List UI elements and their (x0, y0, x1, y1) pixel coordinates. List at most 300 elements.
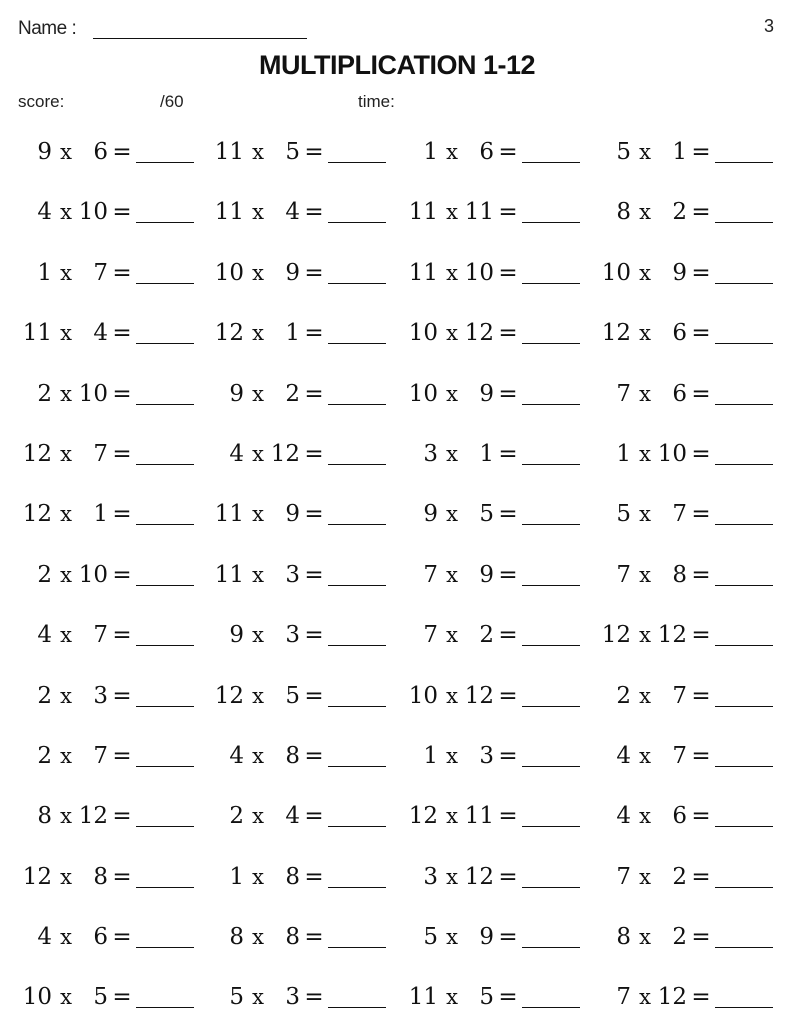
multiplicand: 9 (37, 139, 52, 165)
answer-blank[interactable] (136, 222, 194, 223)
multiplicand: 12 (601, 622, 631, 649)
multiply-sign: x (639, 260, 651, 285)
equals-sign: = (112, 863, 132, 890)
multiplier: 9 (672, 259, 687, 286)
multiplicand: 11 (214, 199, 244, 226)
multiplier: 1 (93, 501, 108, 528)
answer-blank[interactable] (715, 1007, 773, 1008)
multiplicand: 11 (214, 139, 244, 165)
equals-sign: = (498, 320, 518, 347)
answer-blank[interactable] (522, 706, 580, 707)
multiply-sign: x (252, 381, 264, 406)
multiplier: 2 (479, 622, 494, 649)
answer-blank[interactable] (715, 343, 773, 344)
answer-blank[interactable] (136, 283, 194, 284)
name-input-line[interactable] (93, 38, 307, 39)
multiplicand: 10 (214, 259, 244, 286)
multiplier: 3 (285, 561, 300, 588)
multiplier: 3 (285, 984, 300, 1011)
multiply-sign: x (60, 381, 72, 406)
answer-blank[interactable] (522, 887, 580, 888)
multiplier: 8 (285, 742, 300, 769)
multiplier: 2 (672, 924, 687, 951)
multiplicand: 9 (423, 501, 438, 528)
multiply-sign: x (252, 562, 264, 587)
score-label: score: (18, 92, 65, 111)
multiply-sign: x (639, 985, 651, 1010)
multiplicand: 8 (229, 924, 244, 951)
answer-blank[interactable] (522, 524, 580, 525)
multiplicand: 2 (37, 742, 52, 769)
multiplicand: 10 (22, 984, 52, 1011)
multiplicand: 9 (229, 622, 244, 649)
page-title: MULTIPLICATION 1-12 (258, 50, 535, 80)
multiply-sign: x (446, 562, 458, 587)
multiply-sign: x (446, 140, 458, 164)
answer-blank[interactable] (328, 404, 386, 405)
equals-sign: = (112, 199, 132, 226)
answer-blank[interactable] (136, 645, 194, 646)
multiply-sign: x (252, 864, 264, 889)
multiplicand: 4 (37, 924, 52, 951)
multiply-sign: x (60, 623, 72, 648)
problem-grid (0, 122, 794, 1028)
problem-row (0, 847, 794, 907)
equals-sign: = (691, 984, 711, 1011)
multiplicand: 2 (37, 380, 52, 407)
multiply-sign: x (639, 743, 651, 768)
equals-sign: = (304, 380, 324, 407)
equals-sign: = (498, 561, 518, 588)
multiply-sign: x (60, 260, 72, 285)
multiplier: 7 (93, 440, 108, 467)
multiplicand: 11 (408, 199, 438, 226)
multiplier: 10 (464, 259, 494, 286)
multiplier: 10 (78, 561, 108, 588)
multiply-sign: x (446, 260, 458, 285)
equals-sign: = (498, 924, 518, 951)
equals-sign: = (304, 924, 324, 951)
equals-sign: = (304, 984, 324, 1011)
multiplier: 7 (672, 501, 687, 528)
answer-blank[interactable] (328, 464, 386, 465)
multiply-sign: x (60, 140, 72, 164)
multiply-sign: x (252, 804, 264, 829)
answer-blank[interactable] (328, 706, 386, 707)
answer-blank[interactable] (715, 404, 773, 405)
multiply-sign: x (639, 441, 651, 466)
multiplier: 2 (672, 199, 687, 226)
answer-blank[interactable] (522, 222, 580, 223)
problem-row (0, 967, 794, 1027)
multiplicand: 10 (408, 682, 438, 709)
equals-sign: = (691, 622, 711, 649)
multiplier: 3 (285, 622, 300, 649)
multiplier: 9 (479, 380, 494, 407)
equals-sign: = (112, 924, 132, 951)
answer-blank[interactable] (715, 524, 773, 525)
multiplicand: 3 (423, 863, 438, 890)
equals-sign: = (691, 863, 711, 890)
equals-sign: = (112, 380, 132, 407)
multiplier: 10 (78, 380, 108, 407)
answer-blank[interactable] (136, 1007, 194, 1008)
equals-sign: = (304, 259, 324, 286)
answer-blank[interactable] (136, 524, 194, 525)
problem-row (0, 182, 794, 242)
equals-sign: = (304, 863, 324, 890)
equals-sign: = (691, 561, 711, 588)
equals-sign: = (498, 501, 518, 528)
multiplier: 7 (93, 259, 108, 286)
multiplicand: 5 (423, 924, 438, 951)
multiplier: 10 (78, 199, 108, 226)
answer-blank[interactable] (522, 404, 580, 405)
equals-sign: = (304, 742, 324, 769)
answer-blank[interactable] (522, 464, 580, 465)
problem-row (0, 726, 794, 786)
multiply-sign: x (252, 260, 264, 285)
answer-blank[interactable] (522, 826, 580, 827)
problem-row (0, 484, 794, 544)
answer-blank[interactable] (715, 766, 773, 767)
multiplier: 10 (657, 440, 687, 467)
answer-blank[interactable] (136, 404, 194, 405)
multiplier: 3 (93, 682, 108, 709)
multiply-sign: x (252, 441, 264, 466)
answer-blank[interactable] (522, 343, 580, 344)
problem-row (0, 364, 794, 424)
answer-blank[interactable] (136, 162, 194, 163)
multiplier: 6 (93, 139, 108, 165)
multiply-sign: x (639, 623, 651, 648)
answer-blank[interactable] (715, 464, 773, 465)
multiplicand: 4 (37, 622, 52, 649)
equals-sign: = (691, 440, 711, 467)
equals-sign: = (112, 320, 132, 347)
problem-row (0, 243, 794, 303)
problem-row (0, 666, 794, 726)
multiplier: 9 (285, 259, 300, 286)
multiplicand: 7 (616, 380, 631, 407)
multiplier: 12 (657, 984, 687, 1011)
multiplier: 11 (464, 803, 494, 830)
multiply-sign: x (252, 925, 264, 950)
multiply-sign: x (446, 623, 458, 648)
multiply-sign: x (60, 502, 72, 527)
multiplicand: 1 (423, 742, 438, 769)
multiplier: 4 (285, 803, 300, 830)
multiplier: 4 (285, 199, 300, 226)
problem-row (0, 786, 794, 846)
multiply-sign: x (60, 925, 72, 950)
answer-blank[interactable] (136, 464, 194, 465)
answer-blank[interactable] (136, 826, 194, 827)
multiply-sign: x (252, 623, 264, 648)
equals-sign: = (498, 380, 518, 407)
answer-blank[interactable] (328, 645, 386, 646)
equals-sign: = (498, 139, 518, 165)
problem-row (0, 907, 794, 967)
multiplier: 5 (285, 139, 300, 165)
multiply-sign: x (446, 804, 458, 829)
multiplicand: 2 (37, 682, 52, 709)
answer-blank[interactable] (328, 585, 386, 586)
multiply-sign: x (252, 200, 264, 225)
multiply-sign: x (252, 140, 264, 164)
multiply-sign: x (60, 321, 72, 346)
multiply-sign: x (60, 743, 72, 768)
multiplicand: 8 (616, 199, 631, 226)
multiplicand: 12 (214, 682, 244, 709)
multiply-sign: x (639, 683, 651, 708)
answer-blank[interactable] (328, 947, 386, 948)
equals-sign: = (112, 501, 132, 528)
answer-blank[interactable] (522, 585, 580, 586)
answer-blank[interactable] (715, 826, 773, 827)
multiplier: 12 (464, 682, 494, 709)
multiplier: 12 (270, 440, 300, 467)
problem-row (0, 303, 794, 363)
answer-blank[interactable] (136, 706, 194, 707)
answer-blank[interactable] (715, 222, 773, 223)
multiply-sign: x (639, 502, 651, 527)
answer-blank[interactable] (328, 283, 386, 284)
multiplicand: 7 (423, 622, 438, 649)
problem-row (0, 122, 794, 182)
multiplier: 5 (479, 501, 494, 528)
multiplier: 9 (479, 924, 494, 951)
equals-sign: = (304, 501, 324, 528)
equals-sign: = (112, 682, 132, 709)
multiply-sign: x (639, 864, 651, 889)
multiplier: 9 (285, 501, 300, 528)
multiplicand: 5 (616, 501, 631, 528)
multiplicand: 10 (601, 259, 631, 286)
multiply-sign: x (446, 743, 458, 768)
multiplier: 7 (93, 622, 108, 649)
multiplicand: 4 (616, 742, 631, 769)
answer-blank[interactable] (522, 645, 580, 646)
answer-blank[interactable] (136, 585, 194, 586)
multiplier: 8 (285, 924, 300, 951)
equals-sign: = (112, 742, 132, 769)
equals-sign: = (498, 984, 518, 1011)
answer-blank[interactable] (715, 706, 773, 707)
multiply-sign: x (60, 683, 72, 708)
answer-blank[interactable] (328, 1007, 386, 1008)
equals-sign: = (498, 622, 518, 649)
multiplier: 3 (479, 742, 494, 769)
multiplicand: 12 (22, 440, 52, 467)
multiplier: 12 (657, 622, 687, 649)
equals-sign: = (691, 803, 711, 830)
equals-sign: = (304, 199, 324, 226)
equals-sign: = (691, 259, 711, 286)
multiplicand: 7 (616, 984, 631, 1011)
answer-blank[interactable] (522, 1007, 580, 1008)
multiplier: 7 (672, 682, 687, 709)
multiplicand: 11 (408, 259, 438, 286)
multiplicand: 11 (408, 984, 438, 1011)
multiplier: 1 (285, 320, 300, 347)
multiplier: 5 (479, 984, 494, 1011)
time-label: time: (358, 92, 395, 111)
answer-blank[interactable] (136, 343, 194, 344)
equals-sign: = (498, 199, 518, 226)
answer-blank[interactable] (715, 585, 773, 586)
multiply-sign: x (252, 683, 264, 708)
answer-blank[interactable] (328, 343, 386, 344)
equals-sign: = (112, 440, 132, 467)
multiply-sign: x (446, 925, 458, 950)
answer-blank[interactable] (715, 887, 773, 888)
multiply-sign: x (446, 441, 458, 466)
equals-sign: = (304, 803, 324, 830)
equals-sign: = (691, 199, 711, 226)
equals-sign: = (112, 984, 132, 1011)
answer-blank[interactable] (522, 947, 580, 948)
multiplier: 8 (672, 561, 687, 588)
multiplicand: 12 (22, 863, 52, 890)
multiplicand: 7 (616, 561, 631, 588)
equals-sign: = (691, 742, 711, 769)
multiply-sign: x (639, 140, 651, 164)
multiply-sign: x (639, 200, 651, 225)
multiplicand: 12 (214, 320, 244, 347)
multiply-sign: x (639, 925, 651, 950)
multiplier: 6 (672, 803, 687, 830)
equals-sign: = (304, 622, 324, 649)
multiply-sign: x (639, 321, 651, 346)
equals-sign: = (304, 320, 324, 347)
multiplicand: 1 (229, 863, 244, 890)
problem-row (0, 424, 794, 484)
multiplier: 1 (479, 440, 494, 467)
multiplicand: 10 (408, 320, 438, 347)
answer-blank[interactable] (328, 826, 386, 827)
equals-sign: = (304, 440, 324, 467)
multiplicand: 4 (229, 742, 244, 769)
multiplicand: 2 (229, 803, 244, 830)
multiplicand: 12 (601, 320, 631, 347)
multiplicand: 1 (616, 440, 631, 467)
multiplicand: 4 (229, 440, 244, 467)
equals-sign: = (691, 924, 711, 951)
multiplier: 2 (285, 380, 300, 407)
problem-row (0, 545, 794, 605)
answer-blank[interactable] (522, 766, 580, 767)
multiplicand: 4 (616, 803, 631, 830)
multiplier: 5 (285, 682, 300, 709)
multiplicand: 11 (214, 561, 244, 588)
answer-blank[interactable] (715, 283, 773, 284)
multiplier: 4 (93, 320, 108, 347)
multiply-sign: x (446, 985, 458, 1010)
equals-sign: = (691, 682, 711, 709)
multiply-sign: x (639, 381, 651, 406)
equals-sign: = (498, 742, 518, 769)
multiply-sign: x (446, 864, 458, 889)
multiplier: 12 (464, 863, 494, 890)
multiplicand: 4 (37, 199, 52, 226)
multiplicand: 8 (616, 924, 631, 951)
multiply-sign: x (446, 683, 458, 708)
multiplier: 7 (672, 742, 687, 769)
answer-blank[interactable] (522, 162, 580, 163)
multiply-sign: x (60, 200, 72, 225)
multiplicand: 5 (229, 984, 244, 1011)
answer-blank[interactable] (328, 524, 386, 525)
equals-sign: = (691, 380, 711, 407)
answer-blank[interactable] (522, 283, 580, 284)
multiply-sign: x (639, 562, 651, 587)
multiplier: 8 (285, 863, 300, 890)
equals-sign: = (498, 259, 518, 286)
multiply-sign: x (446, 381, 458, 406)
multiplicand: 12 (408, 803, 438, 830)
equals-sign: = (691, 139, 711, 165)
equals-sign: = (112, 622, 132, 649)
answer-blank[interactable] (328, 162, 386, 163)
equals-sign: = (112, 259, 132, 286)
multiply-sign: x (60, 864, 72, 889)
answer-blank[interactable] (328, 222, 386, 223)
multiplicand: 12 (22, 501, 52, 528)
multiply-sign: x (446, 502, 458, 527)
equals-sign: = (112, 139, 132, 165)
multiplicand: 1 (423, 139, 438, 165)
equals-sign: = (498, 863, 518, 890)
multiplicand: 5 (616, 139, 631, 165)
multiply-sign: x (252, 321, 264, 346)
answer-blank[interactable] (136, 947, 194, 948)
answer-blank[interactable] (715, 645, 773, 646)
equals-sign: = (498, 440, 518, 467)
equals-sign: = (112, 561, 132, 588)
multiplicand: 10 (408, 380, 438, 407)
equals-sign: = (304, 682, 324, 709)
answer-blank[interactable] (328, 887, 386, 888)
multiplier: 7 (93, 742, 108, 769)
multiplicand: 11 (22, 320, 52, 347)
answer-blank[interactable] (136, 766, 194, 767)
answer-blank[interactable] (715, 162, 773, 163)
multiplier: 5 (93, 984, 108, 1011)
equals-sign: = (691, 320, 711, 347)
multiplier: 9 (479, 561, 494, 588)
equals-sign: = (498, 803, 518, 830)
multiply-sign: x (446, 200, 458, 225)
multiply-sign: x (639, 804, 651, 829)
multiply-sign: x (252, 502, 264, 527)
score-max: /60 (160, 92, 184, 111)
multiplier: 6 (672, 320, 687, 347)
answer-blank[interactable] (328, 766, 386, 767)
multiplicand: 7 (616, 863, 631, 890)
multiplicand: 11 (214, 501, 244, 528)
equals-sign: = (112, 803, 132, 830)
multiply-sign: x (252, 985, 264, 1010)
multiplier: 6 (93, 924, 108, 951)
multiply-sign: x (60, 562, 72, 587)
equals-sign: = (498, 682, 518, 709)
page-number: 3 (763, 16, 774, 36)
answer-blank[interactable] (136, 887, 194, 888)
answer-blank[interactable] (715, 947, 773, 948)
equals-sign: = (304, 139, 324, 165)
multiplier: 2 (672, 863, 687, 890)
